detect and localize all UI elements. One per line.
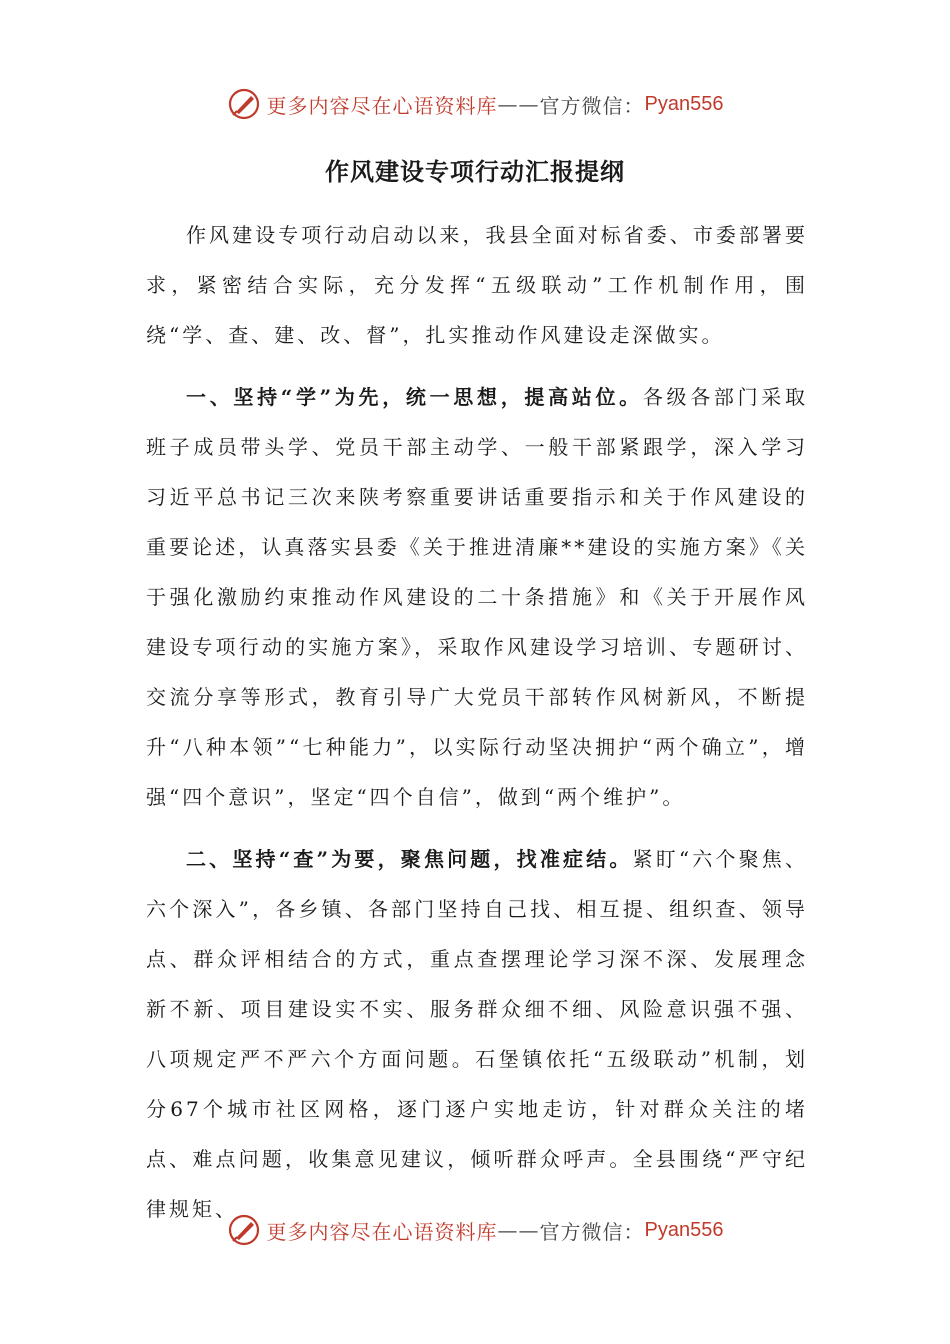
section-heading: 一、坚持“学”为先，统一思想，提高站位。	[186, 385, 643, 409]
banner-wechat-label: 官方微信：	[539, 93, 645, 118]
banner-wechat-label: 官方微信：	[539, 1219, 645, 1244]
footer-watermark-banner	[0, 1210, 950, 1250]
document-title: 作风建设专项行动汇报提纲	[325, 157, 625, 186]
section-paragraph	[146, 834, 808, 1234]
quill-logo-icon	[227, 87, 261, 121]
document-body	[146, 210, 808, 1234]
banner-dash: ——	[497, 92, 540, 116]
banner-wechat-id: Pyan556	[644, 92, 724, 115]
banner-dash: ——	[497, 1218, 540, 1242]
section-heading: 二、坚持“查”为要，聚焦问题，找准症结。	[186, 847, 633, 871]
banner-text: 更多内容尽在心语资料库	[266, 93, 498, 118]
quill-logo-icon	[227, 1213, 261, 1247]
header-watermark-banner	[0, 84, 950, 124]
banner-text: 更多内容尽在心语资料库	[266, 1219, 498, 1244]
section-body: 各级各部门采取班子成员带头学、党员干部主动学、一般干部紧跟学，深入学习习近平总书记三次来陕考察重要讲话重要指示和关于作风建设的重要论述，认真落实县委《关于推进清廉**建设的实施方案》《关于强化激励约束推动作风建设的二十条措施》和《关于开展作风建设专项行动的实施方案》，采取作风建设学习培训、专题研讨、交流分享等形式，教育引导广大党员干部转作风树新风，不断提升“八种本领”“七种能力”，以实际行动坚决拥护“两个确立”，增强“四个意识”，坚定“四个自信”，做到“两个维护”。	[146, 385, 808, 809]
intro-paragraph: 作风建设专项行动启动以来，我县全面对标省委、市委部署要求，紧密结合实际，充分发挥“五级联动”工作机制作用，围绕“学、查、建、改、督”，扎实推动作风建设走深做实。	[146, 223, 808, 347]
section-paragraph	[146, 372, 808, 822]
section-body: 紧盯“六个聚焦、六个深入”，各乡镇、各部门坚持自己找、相互提、组织查、领导点、群众评相结合的方式，重点查摆理论学习深不深、发展理念新不新、项目建设实不实、服务群众细不细、风险意识强不强、八项规定严不严六个方面问题。石堡镇依托“五级联动”机制，划分67个城市社区网格，逐门逐户实地走访，针对群众关注的堵点、难点问题，收集意见建议，倾听群众呼声。全县围绕“严守纪律规矩、	[146, 847, 808, 1221]
banner-wechat-id: Pyan556	[644, 1218, 724, 1241]
